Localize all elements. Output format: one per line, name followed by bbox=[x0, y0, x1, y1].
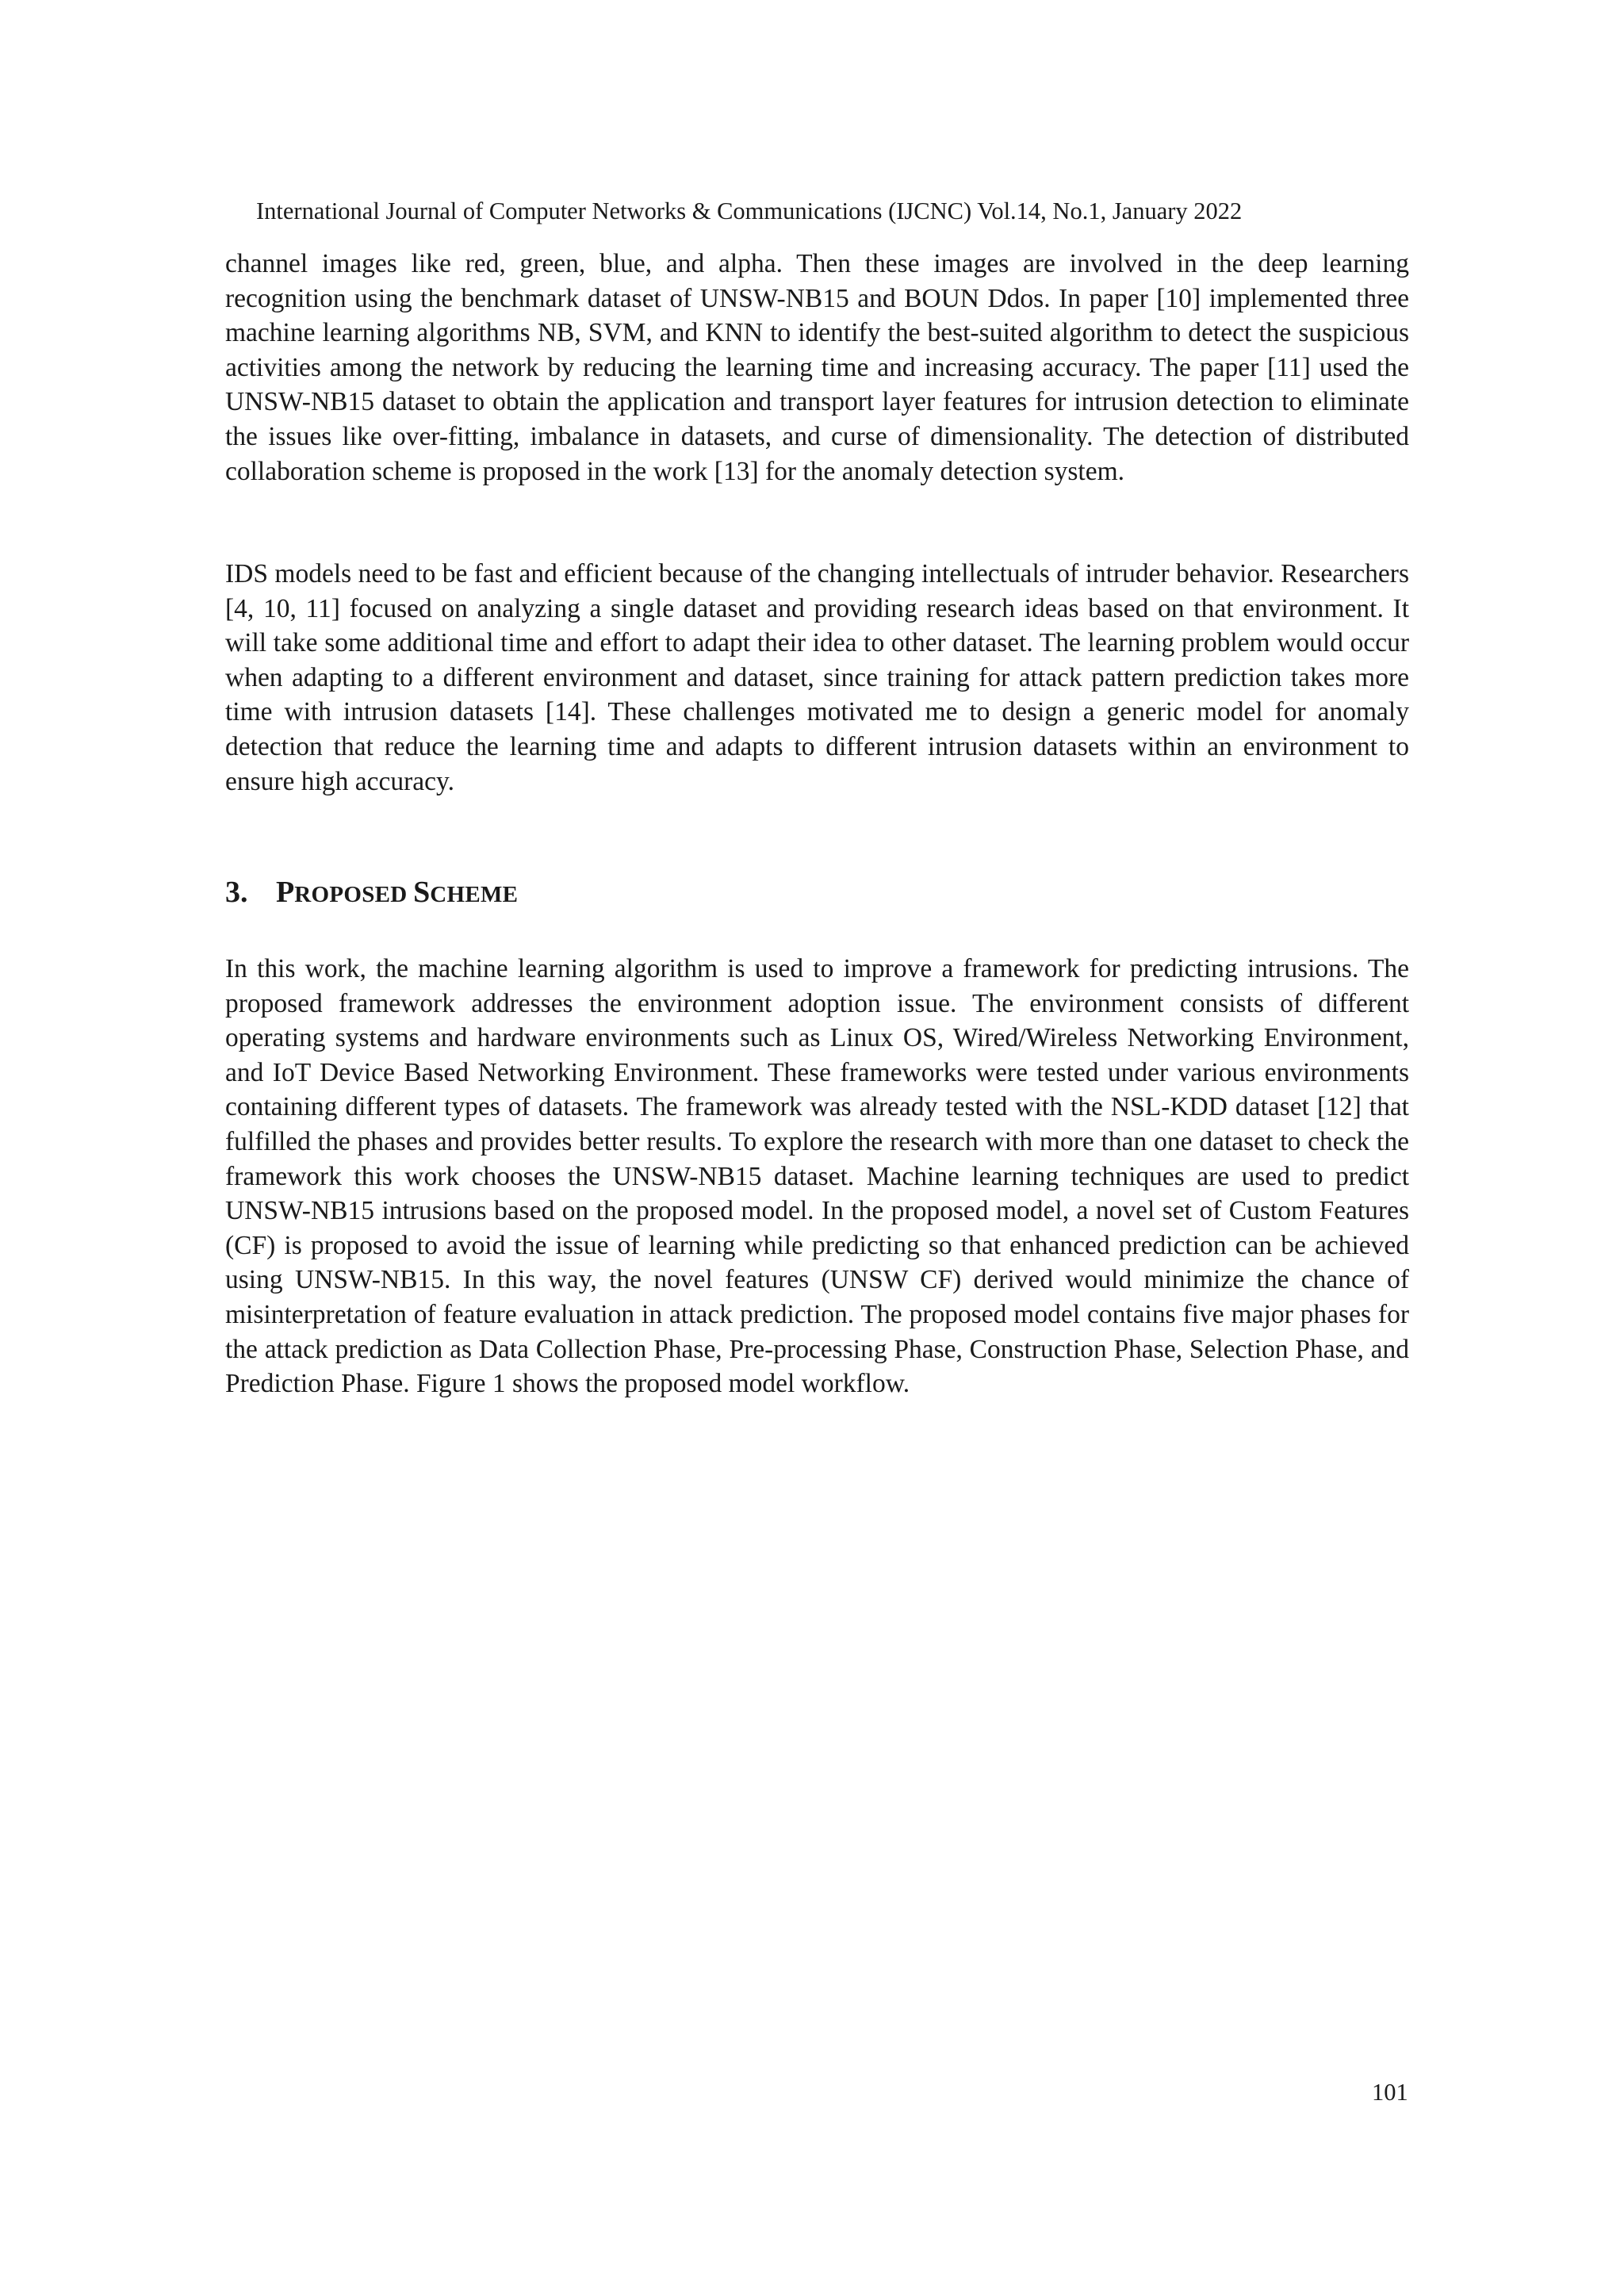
section-heading bbox=[225, 875, 518, 910]
section-title-initial: S bbox=[413, 876, 431, 909]
running-header: International Journal of Computer Networks & Communications (IJCNC) Vol.14, No.1, January 2022 bbox=[256, 197, 1243, 224]
section-title-initial: P bbox=[276, 876, 295, 909]
paragraph-ids-models bbox=[225, 557, 1409, 799]
paragraph-intro-continued bbox=[225, 247, 1409, 489]
paragraph-text: IDS models need to be fast and efficient because of the changing intellectuals of intruder behavior. Researchers [4, 10, 11] focused on analyzing a single dataset and providing research ideas based on that environment. It will take some additional time and effort to adapt their idea to other dataset. The learning problem would occur when adapting to a different environment and dataset, since training for attack pattern prediction takes more time with intrusion datasets [14]. These challenges motivated me to design a generic model for anomaly detection that reduce the learning time and adapts to different intrusion datasets within an environment to ensure high accuracy. bbox=[225, 559, 1409, 796]
paragraph-proposed-scheme bbox=[225, 952, 1409, 1401]
section-title-smallcaps: ROPOSED bbox=[294, 882, 408, 907]
section-number: 3. bbox=[225, 876, 248, 909]
section-title-smallcaps: CHEME bbox=[430, 882, 519, 907]
paragraph-text: In this work, the machine learning algorithm is used to improve a framework for predicting intrusions. The proposed framework addresses the environment adoption issue. The environment consists of different operating systems and hardware environments such as Linux OS, Wired/Wireless Networking Environment, and IoT Device Based Networking Environment. These frameworks were tested under various environments containing different types of datasets. The framework was already tested with the NSL-KDD dataset [12] that fulfilled the phases and provides better results. To explore the research with more than one dataset to check the framework this work chooses the UNSW-NB15 dataset. Machine learning techniques are used to predict UNSW-NB15 intrusions based on the proposed model. In the proposed model, a novel set of Custom Features (CF) is proposed to avoid the issue of learning while predicting so that enhanced prediction can be achieved using UNSW-NB15. In this way, the novel features (UNSW CF) derived would minimize the chance of misinterpretation of feature evaluation in attack prediction. The proposed model contains five major phases for the attack prediction as Data Collection Phase, Pre-processing Phase, Construction Phase, Selection Phase, and Prediction Phase. Figure 1 shows the proposed model workflow. bbox=[225, 954, 1409, 1399]
paragraph-text: channel images like red, green, blue, and alpha. Then these images are involved in the deep learning recognition using the benchmark dataset of UNSW-NB15 and BOUN Ddos. In paper [10] implemented three machine learning algorithms NB, SVM, and KNN to identify the best-suited algorithm to detect the suspicious activities among the network by reducing the learning time and increasing accuracy. The paper [11] used the UNSW-NB15 dataset to obtain the application and transport layer features for intrusion detection to eliminate the issues like over-fitting, imbalance in datasets, and curse of dimensionality. The detection of distributed collaboration scheme is proposed in the work [13] for the anomaly detection system. bbox=[225, 249, 1409, 486]
page-number: 101 bbox=[1372, 2079, 1408, 2106]
